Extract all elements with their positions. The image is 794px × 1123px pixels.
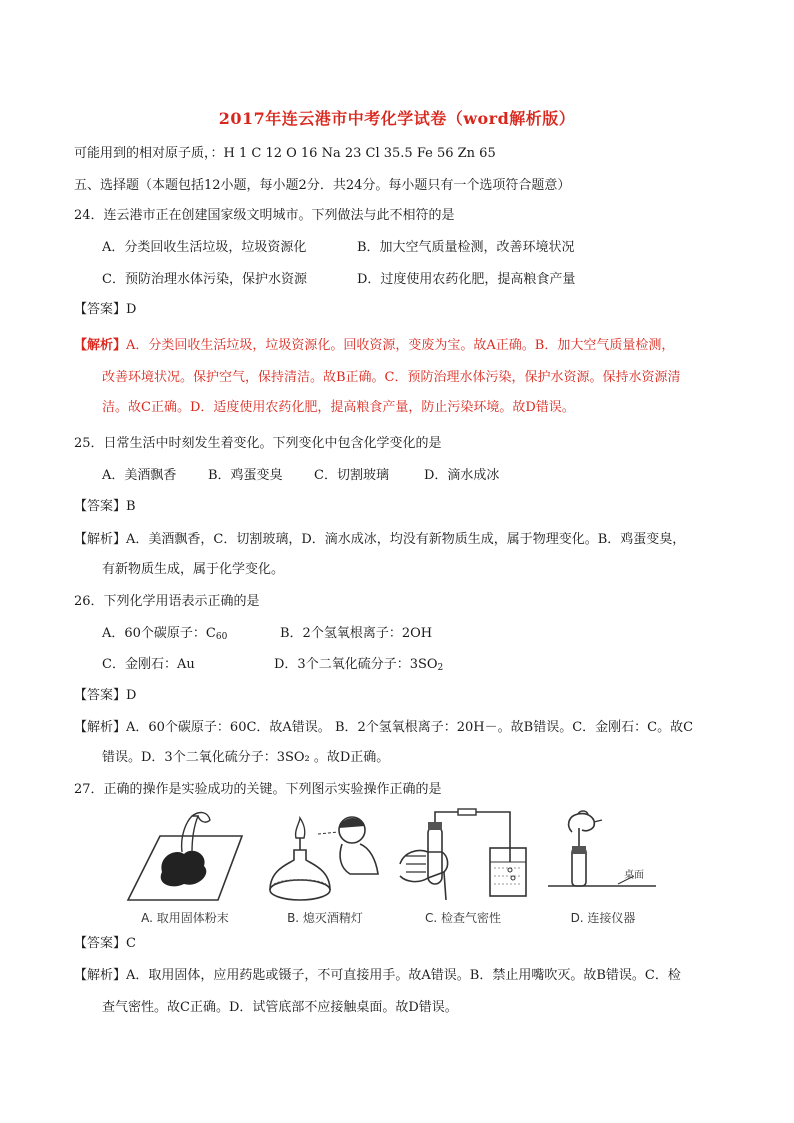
q26-option-b: B．2个氢氧根离子：2OH xyxy=(280,626,433,641)
q26-option-d xyxy=(274,655,443,678)
q24-analysis-line1 xyxy=(74,336,674,356)
q24-answer: 【答案】D xyxy=(74,302,137,317)
q27-stem: 27．正确的操作是实验成功的关键。下列图示实验操作正确的是 xyxy=(74,782,442,797)
page-title: 2017年连云港市中考化学试卷（word解析版） xyxy=(218,109,576,128)
figure-a xyxy=(120,808,250,926)
q27-analysis-line1: 【解析】A．取用固体，应用药匙或镊子，不可直接用手。故A错误。B．禁止用嘴吹灭。故B错误。C．检 xyxy=(74,968,681,983)
figure-b-caption: B. 熄灭酒精灯 xyxy=(287,911,363,925)
atomic-masses: 可能用到的相对原子质，：H 1 C 12 O 16 Na 23 Cl 35.5 Fe 56 Zn 65 xyxy=(74,146,496,161)
q24-option-b: B．加大空气质量检测，改善环境状况 xyxy=(357,240,575,255)
q24-option-a: A．分类回收生活垃圾，垃圾资源化 xyxy=(102,240,307,255)
figure-a-caption: A. 取用固体粉末 xyxy=(141,911,229,925)
q25-stem: 25．日常生活中时刻发生着变化。下列变化中包含化学变化的是 xyxy=(74,436,442,451)
q24-options-row2 xyxy=(102,270,575,290)
q27-figure-row xyxy=(120,808,660,926)
q26-option-d-text: D．3个二氧化硫分子：3SO xyxy=(274,657,438,672)
q24-option-d: D．过度使用农药化肥，提高粮食产量 xyxy=(357,272,576,287)
figure-b xyxy=(260,808,390,926)
q27-answer: 【答案】C xyxy=(74,936,136,951)
q24-analysis-tag: 【解析】 xyxy=(74,338,127,353)
q25-option-d: D．滴水成冰 xyxy=(424,468,500,483)
q26-stem: 26．下列化学用语表示正确的是 xyxy=(74,594,260,609)
airtightness-check-illustration xyxy=(398,808,528,904)
q24-analysis-text1: A．分类回收生活垃圾，垃圾资源化。回收资源，变废为宝。故A正确。B．加大空气质量检测， xyxy=(126,338,675,353)
q27-analysis-line2: 查气密性。故C正确。D．试管底部不应接触桌面。故D错误。 xyxy=(102,1000,458,1015)
q24-analysis-line2: 改善环境状况。保护空气，保持清洁。故B正确。C．预防治理水体污染，保护水资源。保持水资源清 xyxy=(102,370,681,385)
q26-options-row1 xyxy=(102,624,432,647)
q25-option-a: A．美酒飘香 xyxy=(102,468,177,483)
connect-apparatus-illustration xyxy=(538,808,668,904)
solid-powder-illustration xyxy=(120,808,250,904)
q26-option-a-subscript: 60 xyxy=(215,632,228,642)
q25-option-b: B．鸡蛋变臭 xyxy=(208,468,283,483)
q25-analysis-line2: 有新物质生成，属于化学变化。 xyxy=(102,562,285,577)
q24-options-row1 xyxy=(102,238,575,258)
q24-stem: 24．连云港市正在创建国家级文明城市。下列做法与此不相符的是 xyxy=(74,208,455,223)
q26-answer: 【答案】D xyxy=(74,688,137,703)
q25-analysis-line1: 【解析】A．美酒飘香，C．切割玻璃，D．滴水成冰，均没有新物质生成，属于物理变化。B．鸡蛋变臭， xyxy=(74,532,686,547)
q26-analysis-line1: 【解析】A．60个碳原子：60C．故A错误。 B．2个氢氧根离子：20H－。故B错误。C．金刚石：C。故C xyxy=(74,720,694,735)
alcohol-lamp-illustration xyxy=(260,808,390,904)
q25-options xyxy=(102,466,499,486)
q25-option-c: C．切割玻璃 xyxy=(314,468,389,483)
figure-c xyxy=(398,808,528,926)
q26-option-c: C．金刚石：Au xyxy=(102,657,195,672)
figure-c-caption: C. 检查气密性 xyxy=(424,911,501,925)
figure-d-caption: D. 连接仪器 xyxy=(570,911,636,925)
section-heading: 五、选择题（本题包括12小题，每小题2分．共24分。每小题只有一个选项符合题意） xyxy=(74,178,571,193)
q24-analysis-line3: 洁。故C正确。D．适度使用农药化肥，提高粮食产量，防止污染环境。故D错误。 xyxy=(102,400,575,415)
q26-analysis-line2: 错误。D．3个二氧化硫分子：3SO₂ 。故D正确。 xyxy=(102,750,390,765)
q25-answer: 【答案】B xyxy=(74,499,136,514)
figure-d xyxy=(538,808,668,926)
q24-option-c: C．预防治理水体污染，保护水资源 xyxy=(102,272,307,287)
q26-option-d-subscript: 2 xyxy=(437,663,444,673)
q26-option-a-text: A．60个碳原子：C xyxy=(102,626,216,641)
q26-option-a xyxy=(102,624,280,647)
q26-options-row2 xyxy=(102,655,443,678)
figure-d-table-label: 桌面 xyxy=(624,870,644,881)
